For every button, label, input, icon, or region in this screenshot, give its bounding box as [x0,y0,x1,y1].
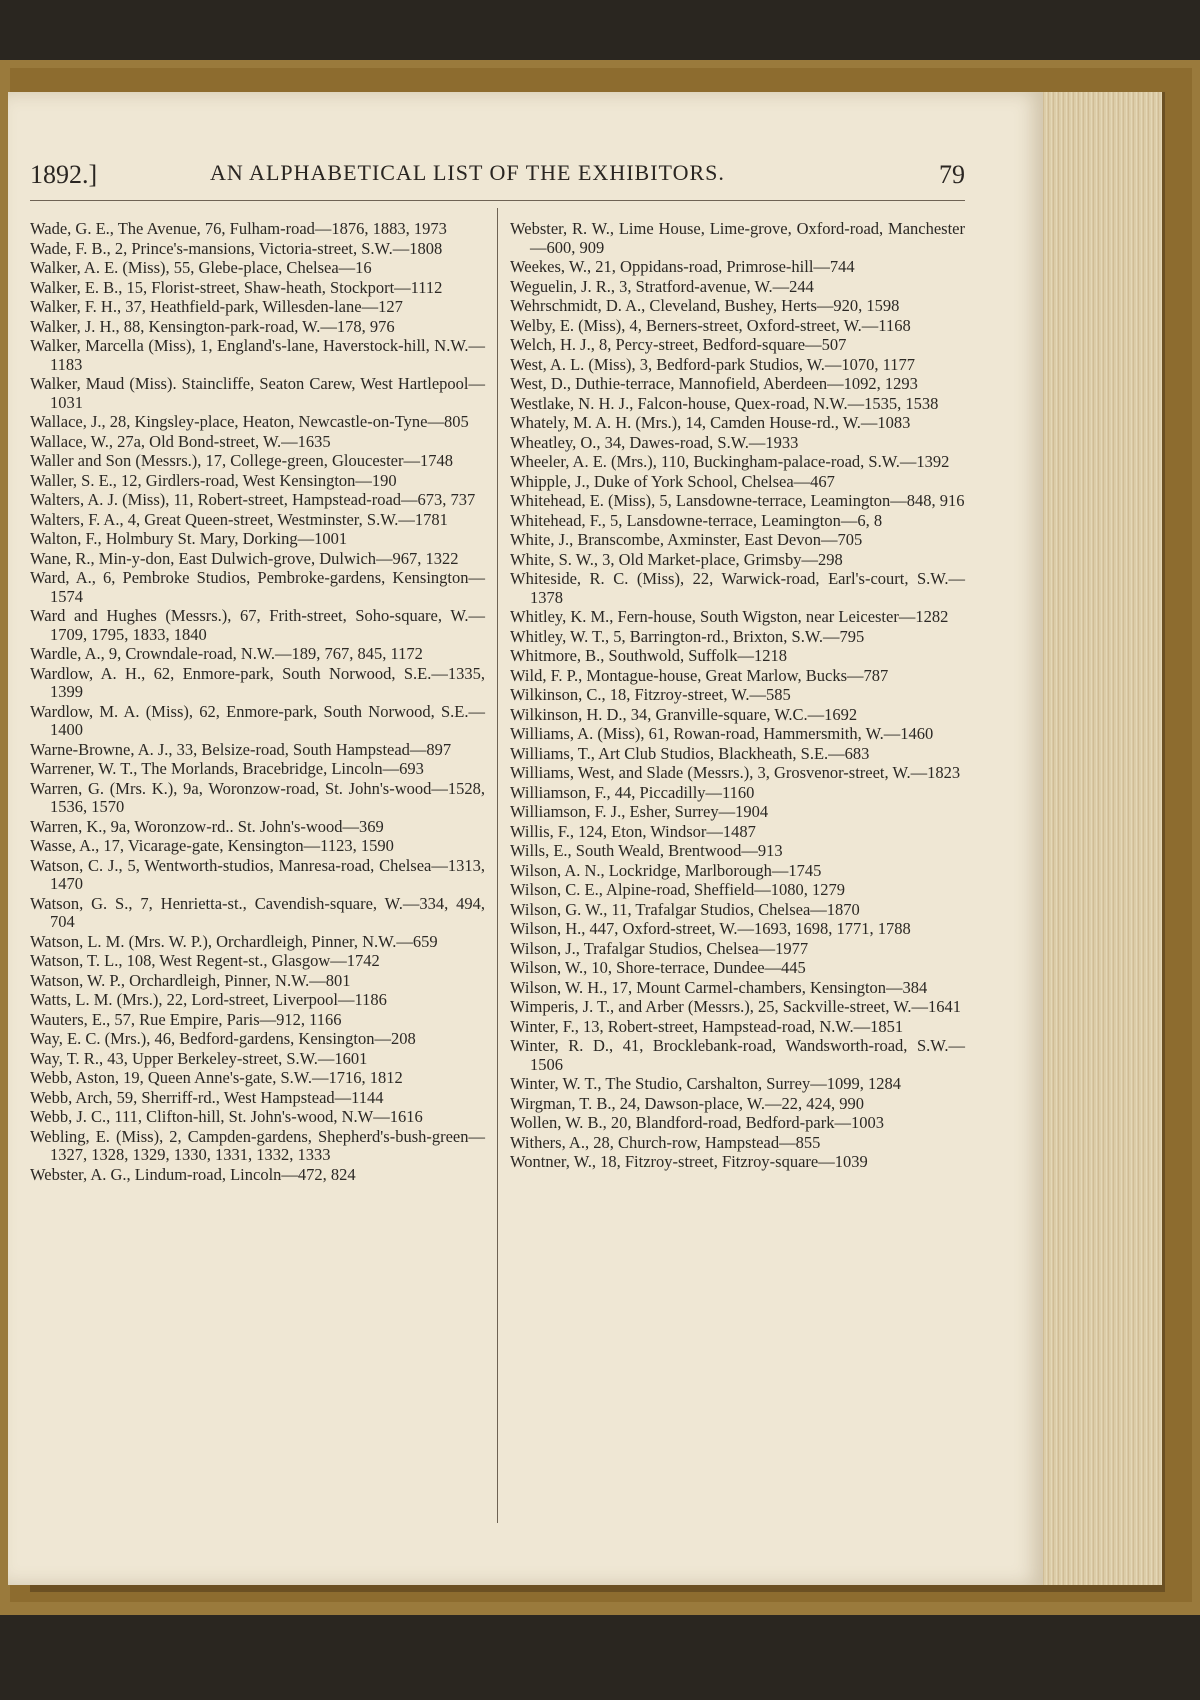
running-header [30,160,965,194]
exhibitor-entry: Wills, E., South Weald, Brentwood—913 [510,841,783,860]
exhibitor-entry: Warren, G. (Mrs. K.), 9a, Woronzow-road, St. John's-wood—1528, 1536, 1570 [30,778,485,816]
exhibitor-entry: Whitley, K. M., Fern-house, South Wigston, near Leicester—1282 [510,607,949,626]
header-title: AN ALPHABETICAL LIST OF THE EXHIBITORS. [210,160,725,185]
exhibitor-entry: Walker, Marcella (Miss), 1, England's-lane, Haverstock-hill, N.W.—1183 [30,336,485,374]
exhibitor-entry: Williams, A. (Miss), 61, Rowan-road, Hammersmith, W.—1460 [510,724,934,743]
exhibitor-entry: Wade, G. E., The Avenue, 76, Fulham-road—1876, 1883, 1973 [30,219,447,238]
exhibitor-entry: Winter, F., 13, Robert-street, Hampstead-road, N.W.—1851 [510,1016,904,1036]
exhibitor-entry: Wilson, A. N., Lockridge, Marlborough—1745 [510,860,822,880]
exhibitor-entry: Waller, S. E., 12, Girdlers-road, West Kensington—190 [30,470,397,490]
exhibitor-entry: Withers, A., 28, Church-row, Hampstead—855 [510,1132,821,1152]
exhibitor-entry: White, J., Branscombe, Axminster, East Devon—705 [510,530,863,549]
exhibitor-entry: Wontner, W., 18, Fitzroy-street, Fitzroy-square—1039 [510,1152,868,1171]
exhibitor-entry: Wirgman, T. B., 24, Dawson-place, W.—22, 424, 990 [510,1093,865,1113]
exhibitor-entry: Watson, W. P., Orchardleigh, Pinner, N.W.—801 [30,970,351,990]
exhibitor-entry: Walker, A. E. (Miss), 55, Glebe-place, Chelsea—16 [30,258,372,277]
exhibitor-entry: Williams, West, and Slade (Messrs.), 3, Grosvenor-street, W.—1823 [510,763,961,782]
exhibitor-entry: Wilson, C. E., Alpine-road, Sheffield—1080, 1279 [510,880,845,899]
exhibitor-entry: Winter, R. D., 41, Brocklebank-road, Wandsworth-road, S.W.—1506 [510,1036,965,1074]
exhibitor-entry: Williamson, F., 44, Piccadilly—1160 [510,782,755,802]
exhibitor-entry: Whitmore, B., Southwold, Suffolk—1218 [510,646,787,665]
exhibitor-entry: Wasse, A., 17, Vicarage-gate, Kensington—1123, 1590 [30,836,394,855]
exhibitor-entry: Webster, R. W., Lime House, Lime-grove, Oxford-road, Manchester—600, 909 [510,219,965,257]
exhibitor-entry: Watson, L. M. (Mrs. W. P.), Orchardleigh, Pinner, N.W.—659 [30,931,438,951]
exhibitor-entry: Wallace, W., 27a, Old Bond-street, W.—1635 [30,431,331,451]
exhibitor-entry: Watson, T. L., 108, West Regent-st., Glasgow—1742 [30,951,380,970]
exhibitor-entry: Wheeler, A. E. (Mrs.), 110, Buckingham-palace-road, S.W.—1392 [510,452,950,471]
header-year: 1892.] [30,160,98,189]
exhibitor-entry: Webb, J. C., 111, Clifton-hill, St. John's-wood, N.W—1616 [30,1107,423,1126]
right-column [510,220,965,1173]
exhibitor-entry: West, A. L. (Miss), 3, Bedford-park Studios, W.—1070, 1177 [510,354,916,374]
exhibitor-entry: Weekes, W., 21, Oppidans-road, Primrose-hill—744 [510,257,855,276]
exhibitor-entry: Welch, H. J., 8, Percy-street, Bedford-square—507 [510,335,847,354]
exhibitor-entry: Whitley, W. T., 5, Barrington-rd., Brixton, S.W.—795 [510,626,865,646]
header-rule [30,200,965,201]
exhibitor-entry: Waller and Son (Messrs.), 17, College-green, Gloucester—1748 [30,451,453,470]
exhibitor-entry: Walters, F. A., 4, Great Queen-street, Westminster, S.W.—1781 [30,509,448,529]
exhibitor-entry: Walters, A. J. (Miss), 11, Robert-street, Hampstead-road—673, 737 [30,490,476,509]
exhibitor-entry: Watson, C. J., 5, Wentworth-studios, Manresa-road, Chelsea—1313, 1470 [30,855,485,893]
exhibitor-entry: Wade, F. B., 2, Prince's-mansions, Victoria-street, S.W.—1808 [30,238,443,258]
exhibitor-entry: Whately, M. A. H. (Mrs.), 14, Camden House-rd., W.—1083 [510,413,911,432]
exhibitor-entry: Whitehead, F., 5, Lansdowne-terrace, Leamington—6, 8 [510,510,883,530]
exhibitor-entry: Walker, J. H., 88, Kensington-park-road, W.—178, 976 [30,316,395,336]
exhibitor-entry: Webb, Aston, 19, Queen Anne's-gate, S.W.—1716, 1812 [30,1068,403,1087]
exhibitor-entry: Williams, T., Art Club Studios, Blackheath, S.E.—683 [510,743,870,763]
exhibitor-entry: Welby, E. (Miss), 4, Berners-street, Oxford-street, W.—1168 [510,315,911,335]
exhibitor-entry: Wilkinson, C., 18, Fitzroy-street, W.—585 [510,685,791,704]
exhibitor-entry: Warrener, W. T., The Morlands, Bracebridge, Lincoln—693 [30,759,424,778]
exhibitor-entry: Wallace, J., 28, Kingsley-place, Heaton, Newcastle-on-Tyne—805 [30,412,469,431]
exhibitor-entry: Wheatley, O., 34, Dawes-road, S.W.—1933 [510,432,799,452]
exhibitor-entry: Whiteside, R. C. (Miss), 22, Warwick-road, Earl's-court, S.W.—1378 [510,569,965,607]
exhibitor-entry: Wilson, H., 447, Oxford-street, W.—1693, 1698, 1771, 1788 [510,919,911,938]
exhibitor-entry: Walker, F. H., 37, Heathfield-park, Willesden-lane—127 [30,297,403,316]
exhibitor-entry: Wollen, W. B., 20, Blandford-road, Bedford-park—1003 [510,1113,884,1132]
exhibitor-entry: Ward and Hughes (Messrs.), 67, Frith-street, Soho-square, W.—1709, 1795, 1833, 1840 [30,606,485,644]
exhibitor-entry: West, D., Duthie-terrace, Mannofield, Aberdeen—1092, 1293 [510,374,918,393]
exhibitor-entry: White, S. W., 3, Old Market-place, Grimsby—298 [510,549,843,569]
exhibitor-entry: Weguelin, J. R., 3, Stratford-avenue, W.—244 [510,276,814,296]
page-number: 79 [939,160,965,189]
left-column [30,220,485,1185]
exhibitor-entry: Williamson, F. J., Esher, Surrey—1904 [510,802,769,821]
exhibitor-entry: Wehrschmidt, D. A., Cleveland, Bushey, Herts—920, 1598 [510,296,900,315]
page-edges [1040,92,1162,1585]
exhibitor-entry: Webster, A. G., Lindum-road, Lincoln—472, 824 [30,1164,356,1184]
exhibitor-entry: Winter, W. T., The Studio, Carshalton, Surrey—1099, 1284 [510,1074,901,1093]
exhibitor-entry: Walker, E. B., 15, Florist-street, Shaw-heath, Stockport—1112 [30,277,443,297]
exhibitor-entry: Whitehead, E. (Miss), 5, Lansdowne-terrace, Leamington—848, 916 [510,491,965,510]
exhibitor-entry: Way, T. R., 43, Upper Berkeley-street, S.W.—1601 [30,1048,368,1068]
exhibitor-entry: Willis, F., 124, Eton, Windsor—1487 [510,821,756,841]
exhibitor-entry: Wardlow, M. A. (Miss), 62, Enmore-park, South Norwood, S.E.—1400 [30,701,485,739]
exhibitor-entry: Wardlow, A. H., 62, Enmore-park, South Norwood, S.E.—1335, 1399 [30,663,485,701]
exhibitor-entry: Warne-Browne, A. J., 33, Belsize-road, South Hampstead—897 [30,739,452,759]
exhibitor-entry: Wardle, A., 9, Crowndale-road, N.W.—189, 767, 845, 1172 [30,644,423,663]
exhibitor-entry: Way, E. C. (Mrs.), 46, Bedford-gardens, Kensington—208 [30,1029,416,1048]
exhibitor-entry: Ward, A., 6, Pembroke Studios, Pembroke-gardens, Kensington—1574 [30,568,485,606]
exhibitor-entry: Watson, G. S., 7, Henrietta-st., Cavendish-square, W.—334, 494, 704 [30,893,485,931]
exhibitor-entry: Wilson, W., 10, Shore-terrace, Dundee—445 [510,958,806,977]
exhibitor-entry: Westlake, N. H. J., Falcon-house, Quex-road, N.W.—1535, 1538 [510,393,939,413]
exhibitor-entry: Wilkinson, H. D., 34, Granville-square, W.C.—1692 [510,704,858,724]
exhibitor-entry: Walton, F., Holmbury St. Mary, Dorking—1001 [30,529,348,548]
exhibitor-entry: Wilson, G. W., 11, Trafalgar Studios, Chelsea—1870 [510,899,860,919]
exhibitor-entry: Wild, F. P., Montague-house, Great Marlow, Bucks—787 [510,665,889,685]
exhibitor-entry: Wimperis, J. T., and Arber (Messrs.), 25, Sackville-street, W.—1641 [510,997,962,1016]
exhibitor-entry: Wane, R., Min-y-don, East Dulwich-grove, Dulwich—967, 1322 [30,548,459,568]
column-divider [497,208,498,1523]
exhibitor-entry: Walker, Maud (Miss). Staincliffe, Seaton Carew, West Hartlepool—1031 [30,374,485,412]
exhibitor-entry: Webling, E. (Miss), 2, Campden-gardens, Shepherd's-bush-green—1327, 1328, 1329, 1330, 1331, 1332, 1333 [30,1126,485,1164]
exhibitor-entry: Warren, K., 9a, Woronzow-rd.. St. John's-wood—369 [30,816,384,836]
exhibitor-entry: Webb, Arch, 59, Sherriff-rd., West Hampstead—1144 [30,1087,384,1107]
exhibitor-entry: Wauters, E., 57, Rue Empire, Paris—912, 1166 [30,1009,342,1029]
exhibitor-entry: Wilson, W. H., 17, Mount Carmel-chambers, Kensington—384 [510,977,928,997]
exhibitor-entry: Whipple, J., Duke of York School, Chelsea—467 [510,471,835,491]
exhibitor-entry: Watts, L. M. (Mrs.), 22, Lord-street, Liverpool—1186 [30,990,387,1009]
exhibitor-entry: Wilson, J., Trafalgar Studios, Chelsea—1977 [510,938,809,958]
